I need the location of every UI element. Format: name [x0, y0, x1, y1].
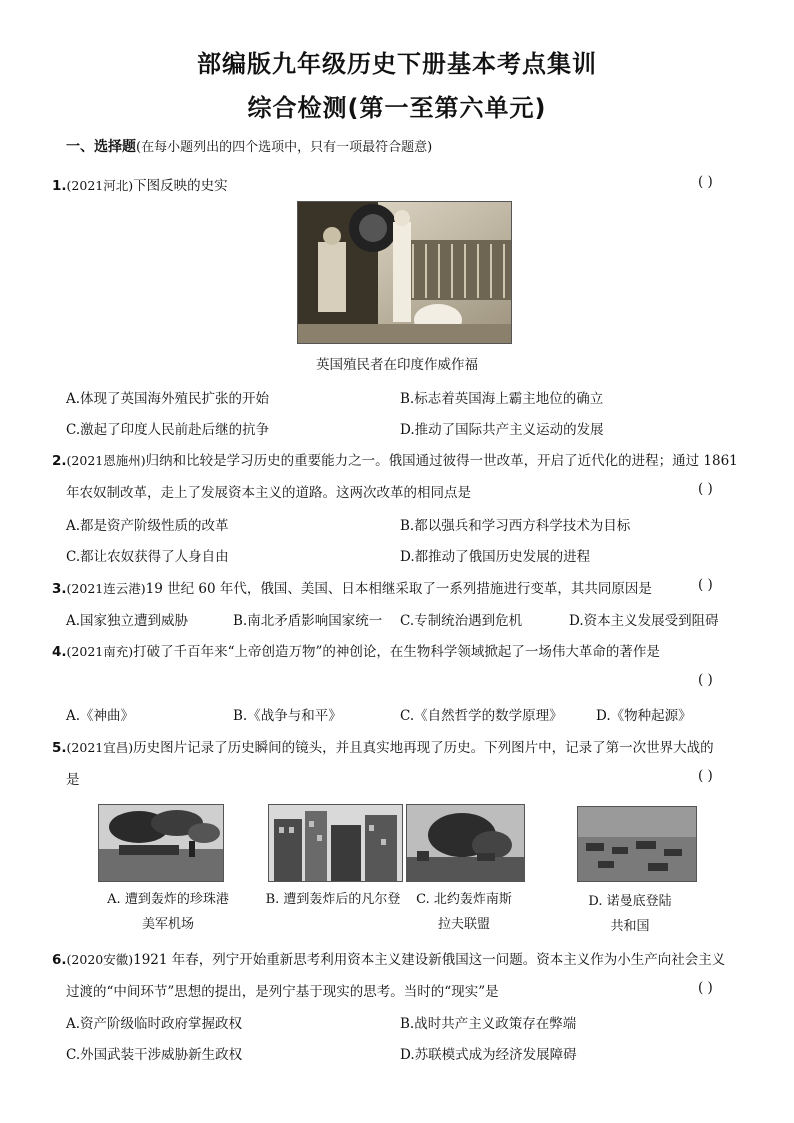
answer-blank-4[interactable]: ( )	[698, 672, 713, 688]
question-6-stem-cont: 过渡的“中间环节”思想的提出，是列宁基于现实的思考。当时的“现实”是	[66, 984, 499, 1000]
section-note: (在每小题列出的四个选项中，只有一项最符合题意)	[136, 140, 433, 155]
image-caption-1: 英国殖民者在印度作威作福	[316, 357, 478, 373]
photo-option-a[interactable]	[98, 804, 224, 882]
option-2b[interactable]: B.都以强兵和学习西方科学技术为目标	[400, 518, 631, 534]
option-3c[interactable]: C.专制统治遇到危机	[400, 613, 523, 629]
option-1a[interactable]: A.体现了英国海外殖民扩张的开始	[66, 391, 270, 407]
page-subtitle: 综合检测(第一至第六单元)	[247, 94, 547, 122]
option-3b[interactable]: B.南北矛盾影响国家统一	[233, 613, 383, 629]
answer-blank-1[interactable]: ( )	[698, 174, 713, 190]
question-6-stem: 6.(2020安徽)1921 年春，列宁开始重新思考利用资本主义建设新俄国这一问题。资本主义作为小生产向社会主义	[52, 952, 726, 968]
section-label: 一、选择题	[66, 139, 136, 155]
option-4c[interactable]: C.《自然哲学的数学原理》	[400, 708, 563, 724]
option-4b[interactable]: B.《战争与和平》	[233, 708, 342, 724]
photo-option-c[interactable]	[406, 804, 525, 882]
photo-caption-a: A. 遭到轰炸的珍珠港 美军机场	[107, 892, 229, 932]
question-4-stem: 4.(2021南充)打破了千百年来“上帝创造万物”的神创论，在生物科学领域掀起了一场伟大革命的著作是	[52, 644, 660, 660]
option-3d[interactable]: D.资本主义发展受到阻碍	[569, 613, 719, 629]
photo-option-d[interactable]	[577, 806, 697, 882]
photo-british-in-india	[297, 201, 512, 344]
option-6a[interactable]: A.资产阶级临时政府掌握政权	[66, 1016, 243, 1032]
option-6c[interactable]: C.外国武装干涉威胁新生政权	[66, 1047, 243, 1063]
section-heading	[66, 136, 432, 156]
answer-blank-2[interactable]: ( )	[698, 481, 713, 497]
page-title: 部编版九年级历史下册基本考点集训	[197, 50, 597, 78]
option-3a[interactable]: A.国家独立遭到威胁	[66, 613, 189, 629]
option-6d[interactable]: D.苏联模式成为经济发展障碍	[400, 1047, 577, 1063]
option-4a[interactable]: A.《神曲》	[66, 708, 135, 724]
photo-caption-d: D. 诺曼底登陆 共和国	[588, 894, 672, 934]
question-5-stem: 5.(2021宜昌)历史图片记录了历史瞬间的镜头，并且真实地再现了历史。下列图片中，记录了第一次世界大战的	[52, 740, 714, 756]
option-2a[interactable]: A.都是资产阶级性质的改革	[66, 518, 229, 534]
question-3-stem: 3.(2021连云港)19 世纪 60 年代，俄国、美国、日本相继采取了一系列措施进行变革，其共同原因是	[52, 581, 652, 597]
question-2-stem-cont: 年农奴制改革，走上了发展资本主义的道路。这两次改革的相同点是	[66, 485, 471, 501]
question-2-stem: 2.(2021恩施州)归纳和比较是学习历史的重要能力之一。俄国通过彼得一世改革，开启了近代化的进程；通过 1861	[52, 453, 738, 469]
photo-option-b[interactable]	[268, 804, 403, 882]
option-1d[interactable]: D.推动了国际共产主义运动的发展	[400, 422, 604, 438]
question-5-stem-cont: 是	[66, 772, 80, 788]
photo-caption-b: B. 遭到轰炸后的凡尔登	[265, 892, 401, 907]
option-2c[interactable]: C.都让农奴获得了人身自由	[66, 549, 229, 565]
photo-caption-c: C. 北约轰炸南斯 拉夫联盟	[416, 892, 512, 932]
option-1b[interactable]: B.标志着英国海上霸主地位的确立	[400, 391, 604, 407]
option-6b[interactable]: B.战时共产主义政策存在弊端	[400, 1016, 577, 1032]
answer-blank-5[interactable]: ( )	[698, 768, 713, 784]
option-1c[interactable]: C.激起了印度人民前赴后继的抗争	[66, 422, 270, 438]
answer-blank-6[interactable]: ( )	[698, 980, 713, 996]
option-4d[interactable]: D.《物种起源》	[596, 708, 692, 724]
question-1-stem: 1.(2021河北)下图反映的史实	[52, 178, 228, 194]
option-2d[interactable]: D.都推动了俄国历史发展的进程	[400, 549, 591, 565]
answer-blank-3[interactable]: ( )	[698, 577, 713, 593]
